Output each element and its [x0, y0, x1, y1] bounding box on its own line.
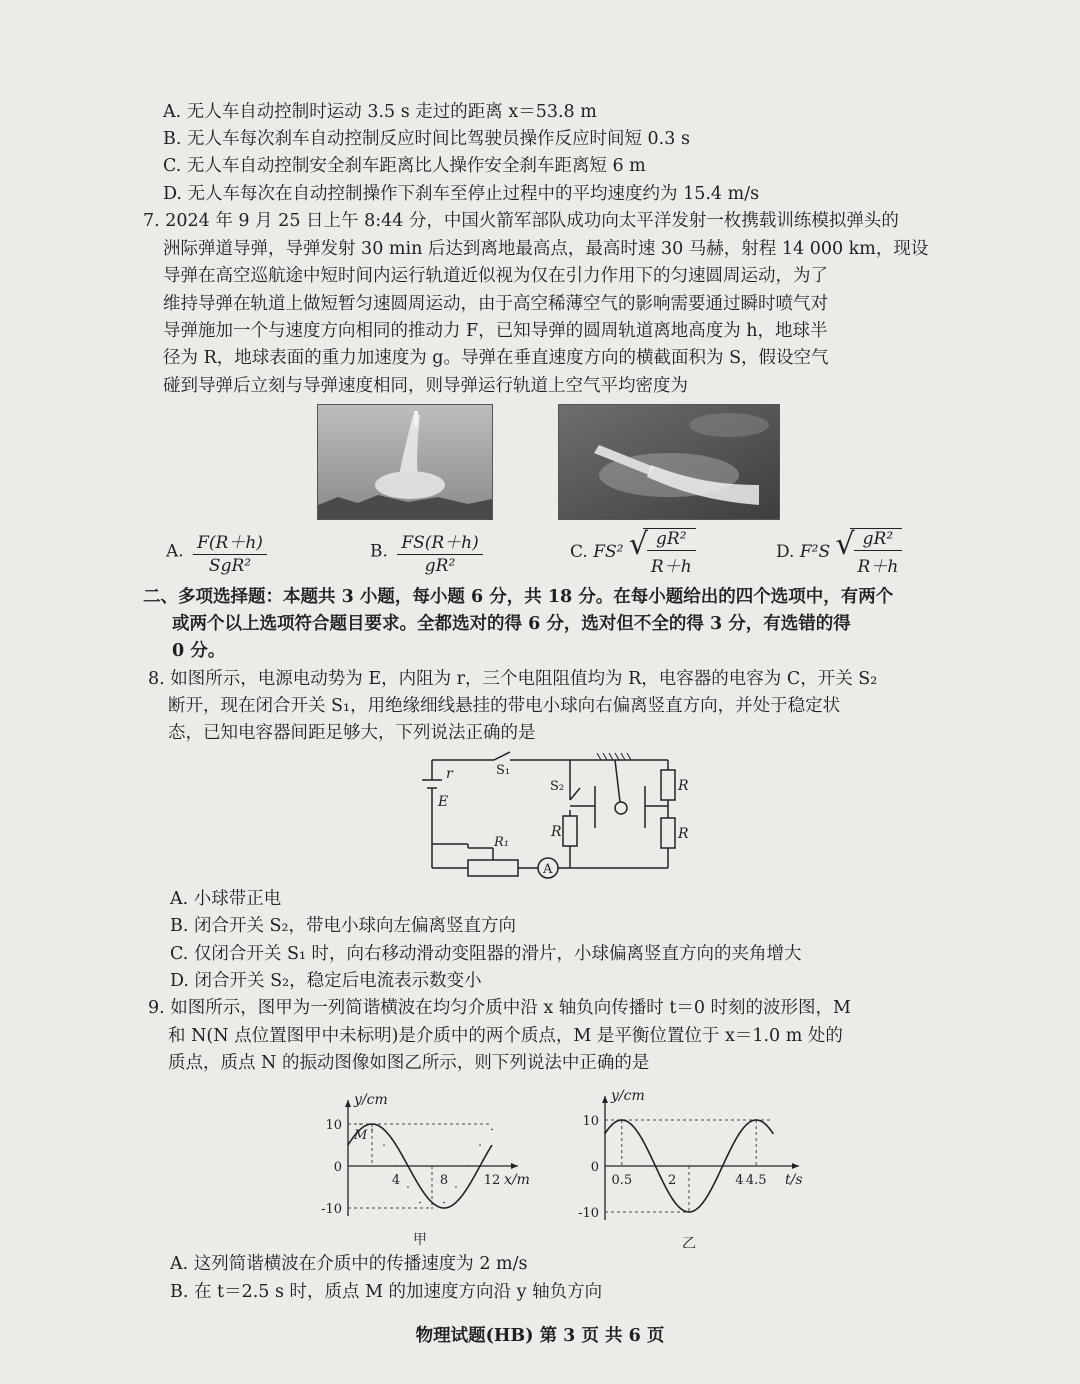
q7-line-4: 维持导弹在轨道上做短暂匀速圆周运动，由于高空稀薄空气的影响需要通过瞬时喷气对 — [163, 294, 828, 314]
x-axis-arrow-icon — [511, 1163, 518, 1169]
sqrt-icon: √ — [835, 527, 855, 562]
q7-line-7: 碰到导弹后立刻与导弹速度相同，则导弹运行轨道上空气平均密度为 — [163, 376, 688, 396]
data-point — [638, 1133, 640, 1135]
x-axis-arrow-icon — [792, 1163, 799, 1169]
data-point — [688, 1211, 690, 1213]
numerator: FS(R＋h) — [397, 528, 482, 555]
label-r-right-top: R — [678, 778, 689, 794]
label-r-middle: R — [551, 824, 562, 840]
data-point — [705, 1198, 707, 1200]
label-s2: S₂ — [550, 779, 565, 794]
section-2-line-2: 或两个以上选项符合题目要求。全都选对的得 6 分，选对但不全的得 3 分，有选错的得 — [172, 614, 851, 634]
y-tick-label: -10 — [321, 1202, 342, 1217]
missile-flight-photo — [558, 404, 780, 520]
x-axis-label: x/m — [504, 1172, 530, 1188]
denominator: SgR² — [208, 556, 252, 576]
q9-option-a: A. 这列简谐横波在介质中的传播速度为 2 m/s — [170, 1254, 528, 1274]
y-axis-arrow-icon — [345, 1100, 351, 1107]
x-tick-label: 0.5 — [611, 1173, 633, 1188]
q7-option-b — [370, 528, 483, 576]
q7-line-2: 洲际弹道导弹，导弹发射 30 min 后达到离地最高点，最高时速 30 马赫，射程 14 000 km，现设 — [163, 239, 929, 259]
denominator: R＋h — [650, 557, 692, 577]
y-tick-label: 0 — [590, 1160, 599, 1175]
data-point — [755, 1119, 757, 1121]
q7-option-d — [776, 528, 902, 577]
label-s1: S₁ — [496, 763, 511, 778]
numerator: gR² — [647, 529, 696, 551]
label-r1: R₁ — [494, 835, 509, 850]
point-m-label: M — [354, 1128, 368, 1143]
q6-option-a: A. 无人车自动控制时运动 3.5 s 走过的距离 x＝53.8 m — [163, 102, 597, 122]
data-point — [419, 1202, 421, 1204]
data-point — [347, 1144, 349, 1146]
q8-line-3: 态，已知电容器间距足够大，下列说法正确的是 — [168, 723, 536, 743]
numerator: F(R＋h) — [193, 528, 267, 555]
data-point — [443, 1202, 445, 1204]
q9-line-1: 9. 如图所示，图甲为一列简谐横波在均匀介质中沿 x 轴负向传播时 t＝0 时刻的波形图，M — [148, 998, 851, 1018]
q7-line-5: 导弹施加一个与速度方向相同的推动力 F，已知导弹的圆周轨道离地高度为 h，地球半 — [163, 321, 828, 341]
label-e: E — [438, 794, 449, 810]
option-label: C. — [570, 542, 588, 562]
y-axis-label: y/cm — [354, 1092, 388, 1108]
q8-option-b: B. 闭合开关 S₂，带电小球向左偏离竖直方向 — [170, 916, 517, 936]
circuit-diagram — [410, 748, 700, 888]
prefix: F²S — [799, 542, 831, 562]
q8-option-c: C. 仅闭合开关 S₁ 时，向右移动滑动变阻器的滑片，小球偏离竖直方向的夹角增大 — [170, 944, 802, 964]
y-axis-label: y/cm — [611, 1088, 645, 1104]
q8-option-d: D. 闭合开关 S₂，稳定后电流表示数变小 — [170, 971, 482, 991]
q7-line-6: 径为 R，地球表面的重力加速度为 g。导弹在垂直速度方向的横截面积为 S，假设空气 — [163, 348, 829, 368]
q9-line-3: 质点，质点 N 的振动图像如图乙所示，则下列说法中正确的是 — [168, 1053, 650, 1073]
q6-option-d: D. 无人车每次在自动控制操作下刹车至停止过程中的平均速度约为 15.4 m/s — [163, 184, 760, 204]
y-tick-label: -10 — [578, 1206, 599, 1221]
data-point — [621, 1119, 623, 1121]
wave-graph-jia — [310, 1076, 560, 1248]
vibration-graph-yi — [575, 1076, 815, 1248]
data-point — [671, 1198, 673, 1200]
x-tick-label: 4 — [735, 1173, 744, 1188]
missile-launch-photo — [317, 404, 493, 520]
page-footer: 物理试题(HB) 第 3 页 共 6 页 — [415, 1326, 665, 1346]
q7-option-a — [166, 528, 267, 576]
q6-option-b: B. 无人车每次刹车自动控制反应时间比驾驶员操作反应时间短 0.3 s — [163, 129, 690, 149]
ammeter-icon: A — [543, 862, 553, 877]
section-2-line-3: 0 分。 — [172, 641, 226, 661]
data-point — [604, 1133, 606, 1135]
numerator: gR² — [854, 529, 903, 551]
option-label: B. — [370, 541, 388, 562]
x-tick-label: 12 — [483, 1173, 501, 1188]
denominator: R＋h — [857, 557, 899, 577]
data-point — [467, 1165, 469, 1167]
data-point — [455, 1186, 457, 1188]
q9-option-b: B. 在 t＝2.5 s 时，质点 M 的加速度方向沿 y 轴负方向 — [170, 1282, 603, 1302]
prefix: FS² — [593, 542, 624, 562]
q7-line-3: 导弹在高空巡航途中短时间内运行轨道近似视为仅在引力作用下的匀速圆周运动，为了 — [163, 266, 828, 286]
y-tick-label: 10 — [325, 1118, 342, 1133]
data-point — [491, 1129, 493, 1131]
data-point — [407, 1186, 409, 1188]
denominator: gR² — [424, 556, 456, 576]
data-point — [383, 1144, 385, 1146]
q8-line-2: 断开，现在闭合开关 S₁，用绝缘细线悬挂的带电小球向右偏离竖直方向，并处于稳定状 — [168, 696, 841, 716]
data-point — [772, 1133, 774, 1135]
data-point — [722, 1165, 724, 1167]
data-point — [739, 1133, 741, 1135]
q7-line-1: 7. 2024 年 9 月 25 日上午 8:44 分，中国火箭军部队成功向太平洋发射一枚携载训练模拟弹头的 — [143, 211, 899, 231]
option-label: D. — [776, 542, 795, 562]
x-tick-label: 2 — [668, 1173, 677, 1188]
sqrt-icon: √ — [628, 527, 649, 562]
data-point — [371, 1129, 373, 1131]
data-point — [479, 1144, 481, 1146]
x-tick-label: 8 — [439, 1173, 449, 1188]
q8-line-1: 8. 如图所示，电源电动势为 E，内阻为 r，三个电阻阻值均为 R，电容器的电容为 C，开关 S₂ — [148, 669, 878, 689]
q8-option-a: A. 小球带正电 — [170, 889, 282, 909]
q7-option-c — [570, 528, 696, 577]
graph-caption: 甲 — [413, 1232, 427, 1248]
data-point — [395, 1165, 397, 1167]
y-tick-label: 0 — [333, 1160, 342, 1175]
option-label: A. — [166, 541, 184, 562]
data-point — [431, 1207, 433, 1209]
data-point — [359, 1123, 361, 1125]
q6-option-c: C. 无人车自动控制安全刹车距离比人操作安全刹车距离短 6 m — [163, 156, 646, 176]
y-axis-arrow-icon — [602, 1096, 608, 1103]
y-tick-label: 10 — [582, 1114, 599, 1129]
x-tick-label: 4 — [391, 1173, 401, 1188]
graph-caption: 乙 — [682, 1236, 696, 1248]
q9-line-2: 和 N(N 点位置图甲中未标明)是介质中的两个质点，M 是平衡位置位于 x＝1.0 m 处的 — [168, 1026, 843, 1046]
x-tick-label: 4.5 — [745, 1173, 767, 1188]
x-axis-label: t/s — [785, 1172, 803, 1188]
data-point — [655, 1165, 657, 1167]
section-2-line-1: 二、多项选择题：本题共 3 小题，每小题 6 分，共 18 分。在每小题给出的四个选项中，有两个 — [143, 587, 894, 607]
label-r: r — [446, 766, 453, 782]
label-r-right-bottom: R — [678, 826, 689, 842]
